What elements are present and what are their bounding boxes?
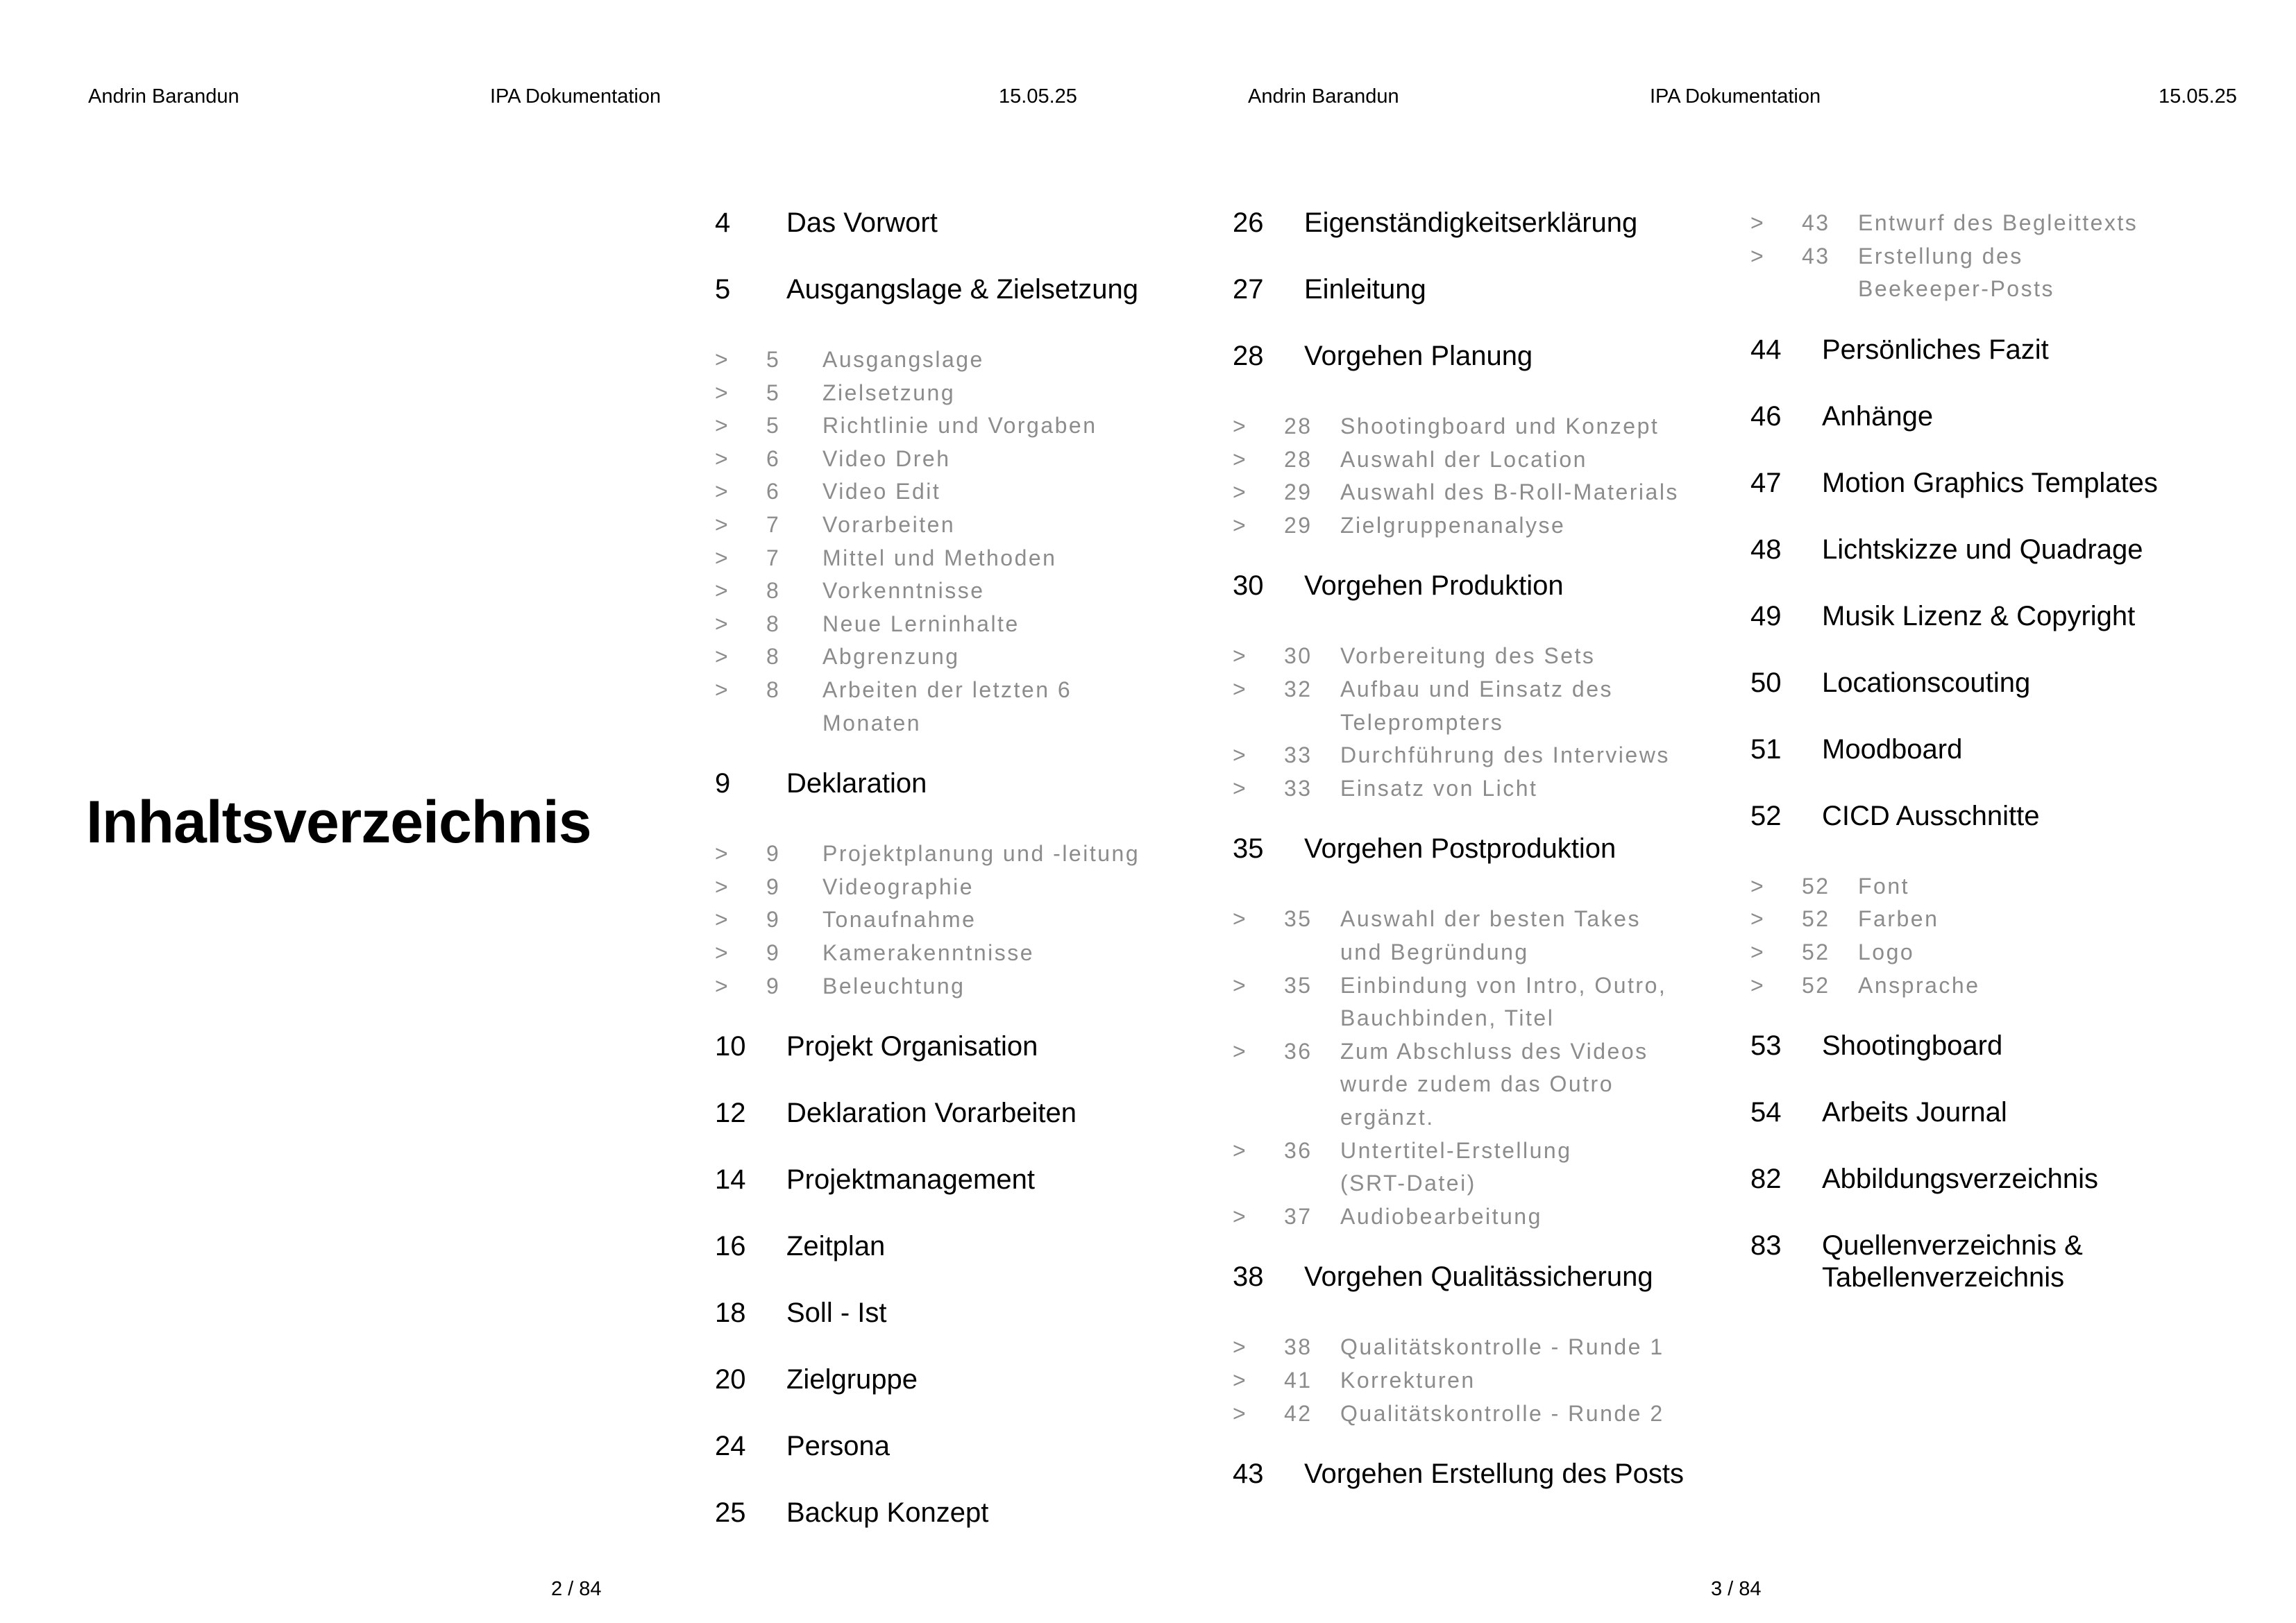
chevron-right-icon: > [715,545,730,570]
toc-entry-title: Backup Konzept [786,1497,989,1529]
toc-subentry-title-line: Tonaufnahme [822,907,977,933]
toc-subentry-title [1340,739,1670,772]
toc-subentry-page-number: 9 [766,973,781,999]
toc-entry-title: Vorgehen Produktion [1304,570,1564,602]
page-title: Inhaltsverzeichnis [86,789,591,856]
toc-page-number: 16 [715,1231,746,1262]
toc-subentry-page-number: 29 [1284,512,1312,538]
header-left-doc: IPA Dokumentation [490,85,661,108]
toc-entry-title: Moodboard [1822,733,1963,765]
toc-subentry-title [822,871,974,904]
toc-page-number: 54 [1750,1097,1782,1128]
toc-subentry-title [1858,240,2054,306]
toc-page-number: 5 [715,274,731,305]
toc-subentry-title-line: Erstellung des [1858,243,2023,269]
chevron-right-icon: > [1233,512,1248,538]
toc-entry-title: Vorgehen Postproduktion [1304,833,1617,865]
toc-subentry-page-number: 33 [1284,742,1312,768]
toc-subentry-page-number: 6 [766,479,781,504]
chevron-right-icon: > [715,578,730,604]
toc-subentry-title-line: Vorbereitung des Sets [1340,643,1596,669]
toc-page-number: 9 [715,768,731,799]
toc-subentry-title [1340,1364,1476,1397]
toc-subentry-title-line: Qualitätskontrolle - Runde 2 [1340,1400,1664,1426]
toc-entry-title: Abbildungsverzeichnis [1822,1164,2099,1195]
toc-entry-title: Einleitung [1304,274,1426,305]
toc-subentry-page-number: 37 [1284,1203,1312,1229]
toc-subentry-title [1340,1331,1664,1364]
toc-subentry-page-number: 43 [1802,243,1830,269]
toc-subentry-title-line: Ansprache [1858,972,1980,998]
chevron-right-icon: > [1233,446,1248,472]
toc-subentry-title-line: Zielgruppenanalyse [1340,512,1566,538]
toc-subentry-title-line: Video Dreh [822,445,951,471]
toc-page-number: 18 [715,1298,746,1329]
toc-subentry-title [1340,772,1537,806]
toc-subentry-title-line: Abgrenzung [822,644,960,670]
chevron-right-icon: > [1750,906,1766,932]
toc-subentry-title-line: und Begründung [1340,939,1529,965]
chevron-right-icon: > [715,413,730,439]
chevron-right-icon: > [715,479,730,504]
chevron-right-icon: > [715,380,730,405]
toc-subentry-title [1340,673,1613,739]
page-number-left: 2 / 84 [551,1578,602,1600]
toc-entry-title: Quellenverzeichnis & Tabellenverzeichnis [1822,1230,2083,1293]
toc-subentry-title-line: Auswahl des B-Roll-Materials [1340,479,1679,505]
toc-entry-title: Persona [786,1431,890,1462]
toc-subentry-page-number: 5 [766,347,781,372]
toc-subentry-title-line: Farben [1858,906,1939,932]
toc-subentry-page-number: 8 [766,578,781,604]
header-right-doc: IPA Dokumentation [1650,85,1821,108]
toc-subentry-title [822,674,1072,740]
chevron-right-icon: > [715,907,730,933]
toc-subentry-page-number: 7 [766,545,781,570]
toc-subentry-page-number: 29 [1284,479,1312,505]
chevron-right-icon: > [1750,972,1766,998]
toc-subentry-title-line: Qualitätskontrolle - Runde 1 [1340,1334,1664,1360]
toc-subentry-title [822,409,1097,443]
toc-page-number: 4 [715,207,731,238]
toc-page-number: 50 [1750,667,1782,698]
toc-page-number: 27 [1233,274,1264,305]
toc-subentry-title-line: Untertitel-Erstellung [1340,1137,1572,1163]
toc-subentry-title-line: wurde zudem das Outro [1340,1071,1614,1097]
chevron-right-icon: > [1233,1038,1248,1064]
toc-subentry-title-line: Einsatz von Licht [1340,775,1538,801]
chevron-right-icon: > [715,677,730,702]
toc-subentry-title [822,838,1140,871]
toc-subentry-title [1858,936,1914,969]
toc-entry-title: Locationscouting [1822,667,2031,698]
chevron-right-icon: > [1233,1137,1248,1163]
toc-entry-title: Soll - Ist [786,1298,887,1329]
chevron-right-icon: > [1233,1368,1248,1393]
toc-subentry-title [1340,1200,1542,1234]
toc-entry-title: Eigenständigkeitserklärung [1304,207,1638,238]
toc-entry-title: Vorgehen Qualitässicherung [1304,1261,1653,1293]
toc-subentry-title [1340,509,1565,543]
toc-subentry-title [822,903,976,937]
chevron-right-icon: > [1233,742,1248,768]
toc-subentry-title-line: (SRT-Datei) [1340,1171,1476,1196]
toc-entry-title: Musik Lizenz & Copyright [1822,600,2136,631]
toc-subentry-title [1340,1135,1572,1200]
toc-subentry-title [1340,640,1595,673]
toc-subentry-page-number: 9 [766,907,781,933]
chevron-right-icon: > [1750,940,1766,965]
toc-entry-title: Das Vorwort [786,207,938,238]
toc-page-number: 38 [1233,1261,1264,1293]
header-right-date: 15.05.25 [2159,85,2237,108]
toc-entry-title: CICD Ausschnitte [1822,800,2040,831]
header-left-date: 15.05.25 [999,85,1077,108]
toc-subentry-page-number: 52 [1802,940,1830,965]
chevron-right-icon: > [1233,643,1248,669]
toc-page-number: 43 [1233,1459,1264,1490]
header-left-author: Andrin Barandun [88,85,239,108]
toc-subentry-title [822,443,951,476]
toc-subentry-title [1340,410,1659,443]
toc-entry-title: Deklaration Vorarbeiten [786,1098,1077,1129]
toc-subentry-page-number: 28 [1284,446,1312,472]
toc-subentry-title-line: Beekeeper-Posts [1858,276,2054,302]
toc-subentry-title-line: Durchführung des Interviews [1340,742,1670,768]
toc-entry-title: Ausgangslage & Zielsetzung [786,274,1138,305]
toc-subentry-page-number: 5 [766,413,781,439]
chevron-right-icon: > [715,445,730,471]
toc-subentry-title [1858,870,1909,903]
toc-subentry-title [822,475,940,509]
toc-subentry-title [822,970,965,1003]
toc-page-number: 12 [715,1098,746,1129]
toc-subentry-title-line: Einbindung von Intro, Outro, [1340,972,1667,998]
chevron-right-icon: > [715,611,730,636]
toc-subentry-page-number: 36 [1284,1038,1312,1064]
toc-subentry-page-number: 52 [1802,873,1830,899]
toc-entry-title: Motion Graphics Templates [1822,467,2158,498]
toc-page-number: 26 [1233,207,1264,238]
toc-page-number: 10 [715,1031,746,1062]
toc-subentry-title [1340,476,1679,509]
chevron-right-icon: > [715,644,730,670]
toc-page-number: 24 [715,1431,746,1462]
chevron-right-icon: > [1233,775,1248,801]
toc-subentry-page-number: 41 [1284,1368,1312,1393]
toc-subentry-title [1340,1397,1664,1431]
toc-page-number: 20 [715,1364,746,1395]
toc-subentry-title-line: Arbeiten der letzten 6 [822,677,1072,702]
toc-page-number: 28 [1233,341,1264,371]
chevron-right-icon: > [1750,873,1766,899]
chevron-right-icon: > [715,841,730,867]
toc-subentry-page-number: 38 [1284,1334,1312,1360]
toc-subentry-page-number: 7 [766,512,781,537]
toc-page-number: 52 [1750,800,1782,831]
header-right-author: Andrin Barandun [1248,85,1399,108]
toc-page-number: 25 [715,1497,746,1529]
toc-page-number: 49 [1750,600,1782,631]
toc-subentry-title-line: Entwurf des Begleittexts [1858,210,2138,235]
toc-subentry-title-line: Audiobearbeitung [1340,1203,1542,1229]
toc-subentry-page-number: 8 [766,644,781,670]
chevron-right-icon: > [1233,1334,1248,1360]
toc-subentry-title-line: Aufbau und Einsatz des [1340,677,1614,702]
toc-page-number: 82 [1750,1164,1782,1195]
chevron-right-icon: > [1233,972,1248,998]
toc-subentry-title-line: ergänzt. [1340,1104,1435,1130]
toc-entry-title: Projekt Organisation [786,1031,1038,1062]
toc-subentry-title-line: Zum Abschluss des Videos [1340,1038,1648,1064]
chevron-right-icon: > [1750,243,1766,269]
toc-subentry-title-line: Shootingboard und Konzept [1340,414,1660,439]
toc-subentry-title [822,640,960,674]
toc-page-number: 44 [1750,334,1782,365]
toc-subentry-title-line: Monaten [822,710,922,736]
toc-entry-title: Deklaration [786,768,927,799]
toc-subentry-title-line: Vorkenntnisse [822,578,985,604]
toc-subentry-page-number: 52 [1802,972,1830,998]
toc-subentry-title [822,509,955,542]
toc-subentry-title-line: Teleprompters [1340,709,1504,735]
toc-subentry-title-line: Zielsetzung [822,380,956,405]
toc-page-number: 14 [715,1164,746,1196]
toc-subentry-title [822,542,1056,575]
toc-subentry-title [1858,903,1939,936]
toc-entry-title: Lichtskizze und Quadrage [1822,534,2143,565]
toc-subentry-page-number: 8 [766,677,781,702]
toc-subentry-title-line: Korrekturen [1340,1368,1476,1393]
toc-subentry-title [1858,969,1980,1003]
chevron-right-icon: > [1233,414,1248,439]
chevron-right-icon: > [715,512,730,537]
toc-page-number: 48 [1750,534,1782,565]
chevron-right-icon: > [715,874,730,899]
toc-subentry-title-line: Bauchbinden, Titel [1340,1005,1555,1031]
toc-subentry-page-number: 35 [1284,906,1312,932]
toc-subentry-title [822,575,985,608]
toc-subentry-title-line: Video Edit [822,479,941,504]
toc-subentry-title [822,937,1034,970]
toc-subentry-page-number: 6 [766,445,781,471]
toc-entry-title: Shootingboard [1822,1030,2003,1062]
toc-subentry-page-number: 30 [1284,643,1312,669]
toc-page-number: 83 [1750,1230,1782,1261]
chevron-right-icon: > [715,940,730,965]
toc-subentry-page-number: 52 [1802,906,1830,932]
toc-subentry-page-number: 8 [766,611,781,636]
toc-subentry-title-line: Vorarbeiten [822,512,956,537]
toc-subentry-page-number: 5 [766,380,781,405]
toc-subentry-title-line: Videographie [822,874,974,899]
toc-subentry-title [822,377,955,410]
toc-page-number: 35 [1233,833,1264,865]
toc-page-number: 46 [1750,400,1782,432]
toc-page-number: 51 [1750,733,1782,765]
toc-subentry-title [1340,1035,1648,1135]
chevron-right-icon: > [1233,1203,1248,1229]
toc-subentry-title [822,343,984,377]
chevron-right-icon: > [1233,1400,1248,1426]
toc-subentry-page-number: 33 [1284,775,1312,801]
toc-subentry-title [1340,443,1587,477]
chevron-right-icon: > [715,973,730,999]
chevron-right-icon: > [715,347,730,372]
toc-subentry-title-line: Font [1858,873,1910,899]
toc-subentry-title-line: Kamerakenntnisse [822,940,1035,965]
toc-subentry-title [1340,969,1666,1035]
toc-subentry-title-line: Neue Lerninhalte [822,611,1020,636]
toc-subentry-page-number: 32 [1284,677,1312,702]
chevron-right-icon: > [1233,677,1248,702]
toc-entry-title: Zeitplan [786,1231,886,1262]
toc-subentry-title-line: Richtlinie und Vorgaben [822,413,1097,439]
toc-subentry-title-line: Mittel und Methoden [822,545,1057,570]
chevron-right-icon: > [1750,210,1766,235]
toc-subentry-page-number: 9 [766,874,781,899]
toc-subentry-page-number: 28 [1284,414,1312,439]
page-number-right: 3 / 84 [1711,1578,1762,1600]
chevron-right-icon: > [1233,479,1248,505]
toc-subentry-title-line: Logo [1858,940,1915,965]
toc-subentry-page-number: 9 [766,841,781,867]
chevron-right-icon: > [1233,906,1248,932]
toc-subentry-page-number: 35 [1284,972,1312,998]
toc-entry-title: Zielgruppe [786,1364,918,1395]
toc-page-number: 30 [1233,570,1264,602]
toc-subentry-title [1340,903,1641,969]
toc-subentry-page-number: 43 [1802,210,1830,235]
toc-subentry-title-line: Beleuchtung [822,973,965,999]
toc-entry-title: Projektmanagement [786,1164,1035,1196]
toc-subentry-page-number: 36 [1284,1137,1312,1163]
toc-page-number: 53 [1750,1030,1782,1062]
toc-subentry-title-line: Auswahl der Location [1340,446,1587,472]
toc-page-number: 47 [1750,467,1782,498]
toc-entry-title: Persönliches Fazit [1822,334,2049,365]
toc-subentry-title-line: Auswahl der besten Takes [1340,906,1641,932]
toc-entry-title: Arbeits Journal [1822,1097,2007,1128]
toc-entry-title: Vorgehen Erstellung des Posts [1304,1459,1685,1490]
toc-subentry-page-number: 9 [766,940,781,965]
toc-subentry-title [1858,207,2138,240]
toc-entry-title: Anhänge [1822,400,1934,432]
toc-entry-title: Vorgehen Planung [1304,341,1533,371]
toc-subentry-title-line: Ausgangslage [822,347,984,372]
toc-subentry-title-line: Projektplanung und -leitung [822,841,1140,867]
toc-subentry-page-number: 42 [1284,1400,1312,1426]
toc-subentry-title [822,608,1020,641]
